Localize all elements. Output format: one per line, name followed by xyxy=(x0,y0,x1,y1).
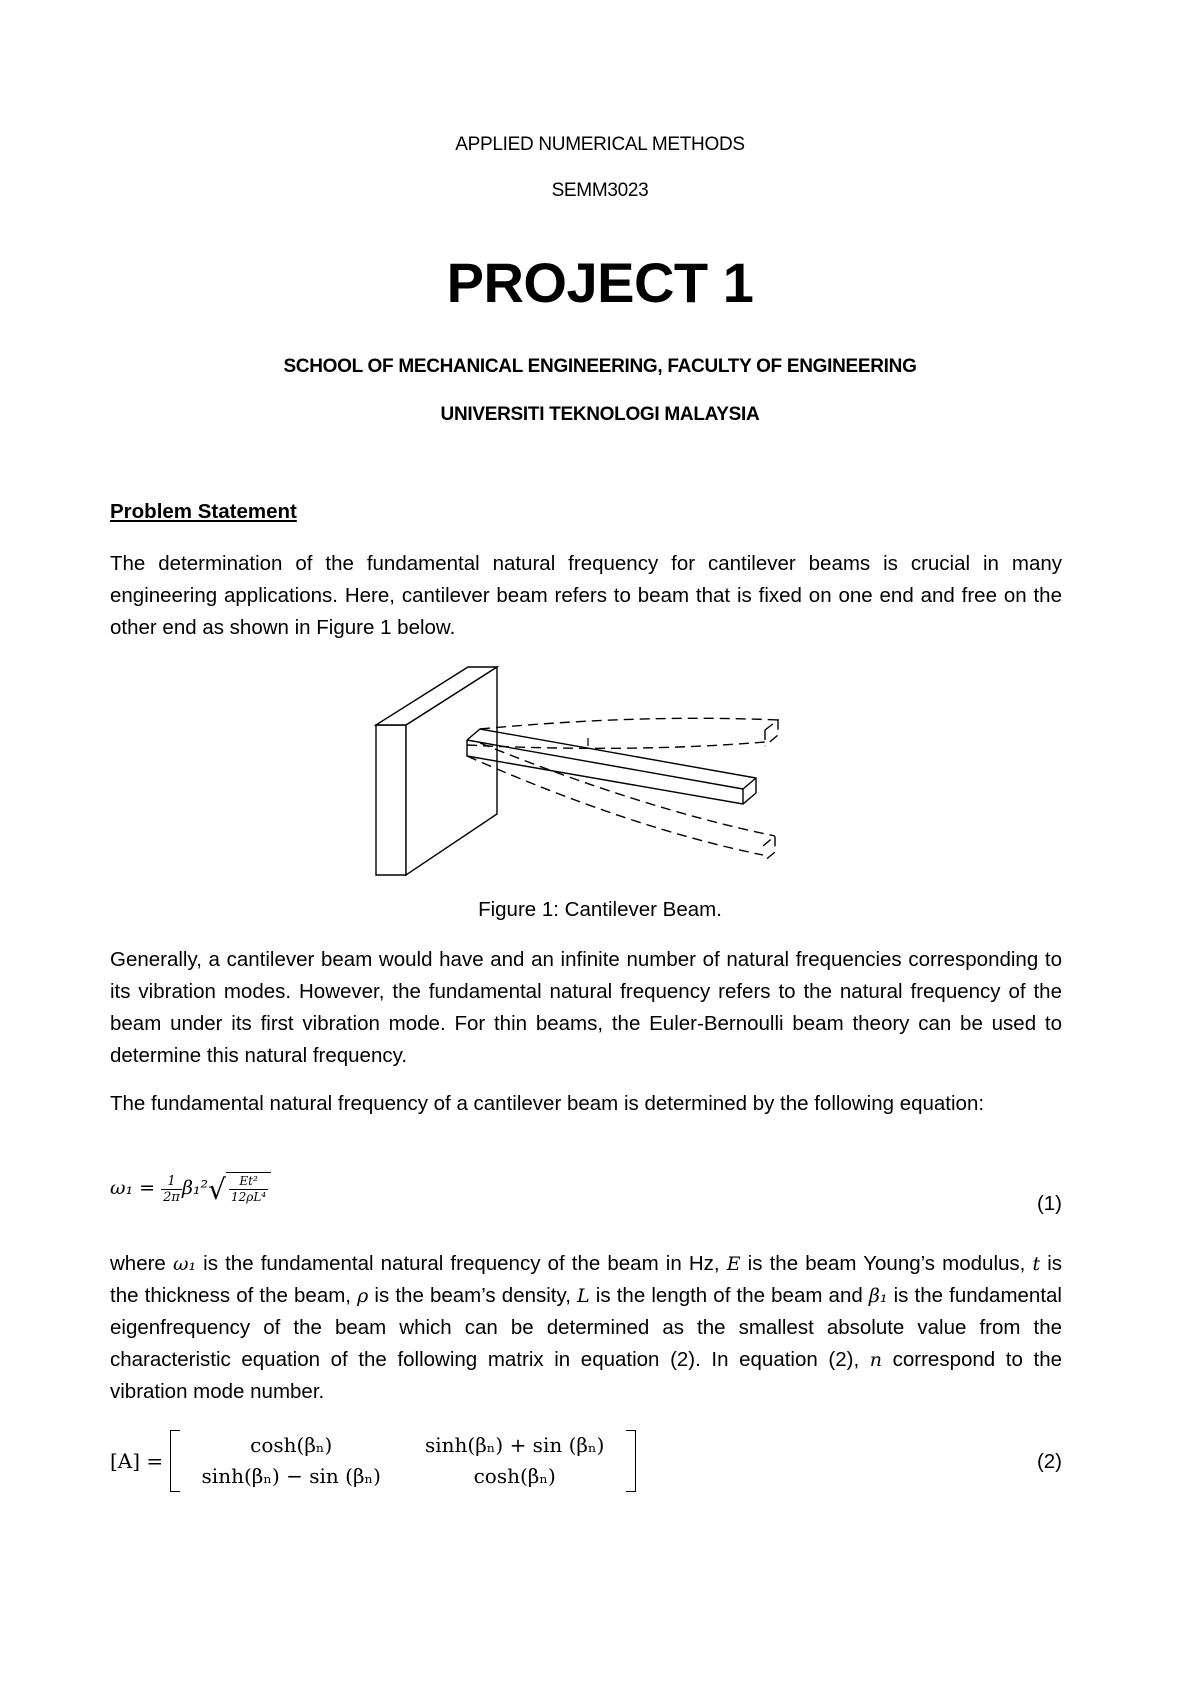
eq1-sqrt-numerator: Et² xyxy=(229,1174,268,1190)
beam-deflected-down xyxy=(467,743,775,862)
equation-2 xyxy=(110,1430,636,1492)
matrix-right-bracket xyxy=(626,1430,636,1492)
matrix-a22: cosh(βₙ) xyxy=(473,1464,556,1488)
def-text-8: correspond to the vibration mode number. xyxy=(110,1348,1062,1403)
def-symbol-l: L xyxy=(577,1285,590,1307)
def-symbol-omega: ω₁ xyxy=(172,1253,197,1275)
matrix-a12: sinh(βₙ) + sin (βₙ) xyxy=(424,1433,605,1457)
paragraph-equation-intro: The fundamental natural frequency of a cantilever beam is determined by the following equation: xyxy=(110,1092,985,1115)
course-name: APPLIED NUMERICAL METHODS xyxy=(455,134,745,155)
def-text-5: is the beam’s density, xyxy=(368,1284,578,1307)
def-text-7: is the fundamental eigenfrequency of the beam which can be determined as the smallest absolute value from the characteristic equation of the following matrix in equation (2). In equation (2), xyxy=(110,1284,1062,1371)
sqrt-icon: √ xyxy=(208,1173,227,1206)
matrix-left-bracket xyxy=(170,1430,180,1492)
def-text-3: is the beam Young’s modulus, xyxy=(740,1252,1033,1275)
eq1-fraction xyxy=(161,1174,182,1205)
section-heading: Problem Statement xyxy=(110,500,297,523)
equation-1 xyxy=(110,1172,271,1206)
wall-front-face xyxy=(376,725,406,875)
matrix-a11: cosh(βₙ) xyxy=(250,1433,333,1457)
eq1-fraction-numerator: 1 xyxy=(161,1174,182,1190)
matrix-a21: sinh(βₙ) − sin (βₙ) xyxy=(201,1464,381,1488)
eq1-fraction-denominator: 2π xyxy=(163,1189,180,1205)
eq1-sqrt-denominator: 12ρL⁴ xyxy=(231,1190,267,1204)
def-text-6: is the length of the beam and xyxy=(589,1284,869,1307)
school-name: SCHOOL OF MECHANICAL ENGINEERING, FACULTY OF ENGINEERING xyxy=(283,356,917,377)
beam-solid xyxy=(467,729,756,804)
def-symbol-n: n xyxy=(869,1349,883,1371)
def-symbol-e: E xyxy=(726,1253,741,1275)
matrix-a xyxy=(180,1430,627,1492)
eq1-square-root xyxy=(208,1172,271,1206)
equation-2-number: (2) xyxy=(1036,1450,1062,1473)
def-text-2: is the fundamental natural frequency of the beam in Hz, xyxy=(196,1252,727,1275)
paragraph-definitions xyxy=(110,1248,1062,1408)
course-code: SEMM3023 xyxy=(551,180,649,201)
def-text-1: where xyxy=(110,1252,173,1275)
university-name: UNIVERSITI TEKNOLOGI MALAYSIA xyxy=(440,404,760,425)
beam-deflected-up xyxy=(467,718,778,748)
project-title: PROJECT 1 xyxy=(446,251,754,314)
eq2-lhs: [A] = xyxy=(110,1449,164,1473)
paragraph-modes: Generally, a cantilever beam would have and an infinite number of natural frequencies corresponding to its vibration modes. However, the fundamental natural frequency refers to the natural frequency of the beam under its first vibration mode. For thin beams, the Euler-Bernoulli beam theory can be used to determine this natural frequency. xyxy=(110,948,1062,1067)
cantilever-beam-figure xyxy=(370,658,790,878)
eq1-lhs: ω₁ = xyxy=(110,1177,156,1199)
figure-caption: Figure 1: Cantilever Beam. xyxy=(478,898,722,921)
paragraph-intro: The determination of the fundamental natural frequency for cantilever beams is crucial in many engineering applications. Here, cantilever beam refers to beam that is fixed on one end and free on the other end as shown in Figure 1 below. xyxy=(110,552,1062,639)
def-symbol-rho: ρ xyxy=(357,1285,369,1307)
eq1-beta-term: β₁² xyxy=(181,1177,209,1199)
def-text-4: is the thickness of the beam, xyxy=(110,1252,1063,1307)
def-symbol-beta: β₁ xyxy=(868,1285,888,1307)
equation-1-number: (1) xyxy=(1036,1192,1062,1215)
def-symbol-t: t xyxy=(1032,1253,1041,1275)
